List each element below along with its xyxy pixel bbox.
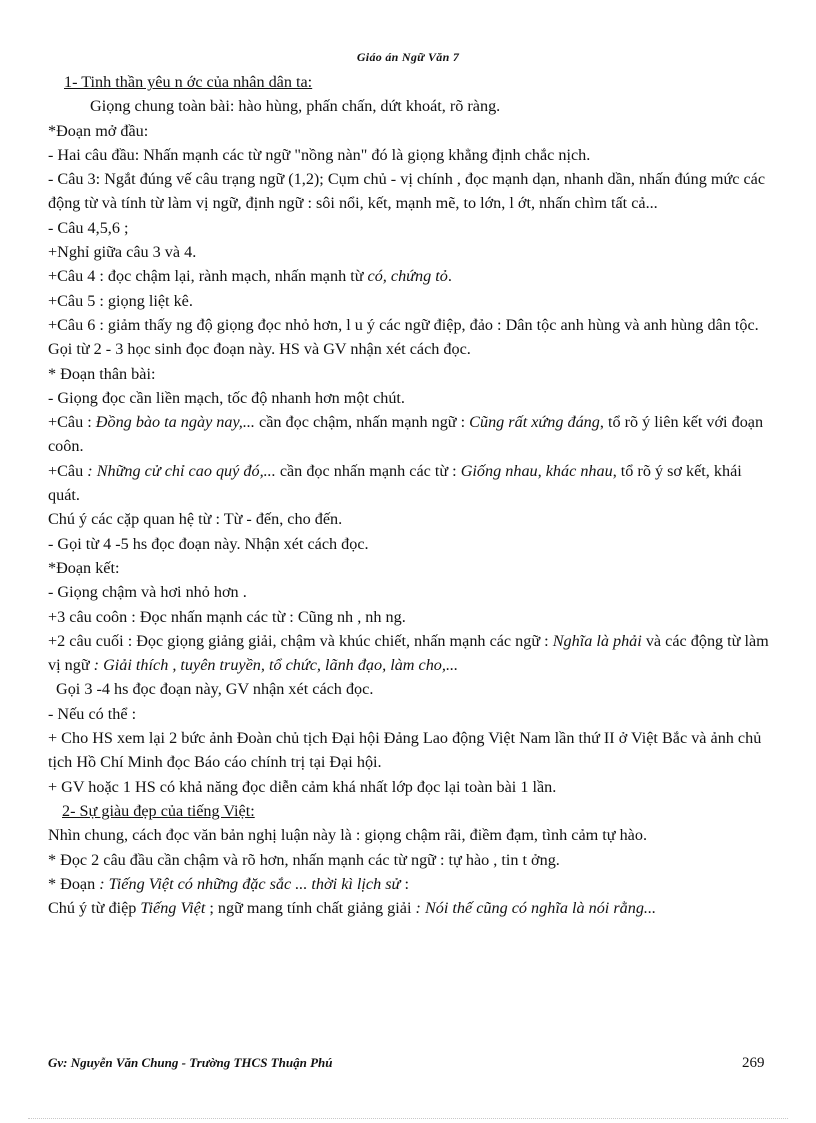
paragraph-line	[48, 775, 772, 799]
text-segment: :	[400, 874, 409, 893]
italic-text: có, chứng tỏ	[367, 267, 448, 286]
text-segment: - Câu 3: Ngắt đúng vế câu trạng ngữ (1,2); Cụm chủ - vị chính , đọc mạnh dạn, nhanh dần, nhấn đúng mức các động từ và tính từ làm vị ngữ, định ngữ : sôi nổi, kết, mạnh mẽ, to lớn, l ớt, nhấn chìm tất cả...	[48, 170, 766, 213]
section-heading-text: 2- Sự giàu đẹp của tiếng Việt:	[62, 801, 255, 820]
italic-text: : Nói thế cũng có nghĩa là nói rằng...	[415, 899, 657, 918]
text-segment: +Câu 6 : giảm thấy ng độ giọng đọc nhỏ hơn, l u ý các ngữ điệp, đảo : Dân tộc anh hùng và anh hùng dân tộc.	[48, 315, 759, 334]
text-segment: - Gọi từ 4 -5 hs đọc đoạn này. Nhận xét cách đọc.	[48, 534, 369, 553]
text-segment: +2 câu cuối : Đọc giọng giảng giải, chậm và khúc chiết, nhấn mạnh các ngữ :	[48, 631, 553, 650]
text-segment: + GV hoặc 1 HS có khả năng đọc diễn cảm khá nhất lớp đọc lại toàn bài 1 lần.	[48, 777, 557, 796]
section-heading-1	[48, 70, 772, 94]
text-segment: Giọng chung toàn bài: hào hùng, phấn chấn, dứt khoát, rõ ràng.	[90, 97, 501, 116]
text-segment: - Hai câu đầu: Nhấn mạnh các từ ngữ "nồng nàn" đó là giọng khẳng định chắc nịch.	[48, 145, 591, 164]
text-segment: +Câu 5 : giọng liệt kê.	[48, 291, 193, 310]
paragraph-line	[48, 823, 772, 847]
italic-text: Đồng bào ta ngày nay,...	[95, 413, 255, 432]
text-segment: - Giọng đọc cần liền mạch, tốc độ nhanh hơn một chút.	[48, 388, 405, 407]
paragraph-line	[48, 386, 772, 410]
paragraph-line	[48, 580, 772, 604]
text-segment: , tổ rõ ý liên kết với đoạn coôn.	[48, 413, 764, 456]
paragraph-line	[48, 410, 772, 459]
section-1-body	[48, 94, 772, 799]
text-segment: *Đoạn kết:	[48, 558, 120, 577]
paragraph-line	[48, 216, 772, 240]
footer-divider	[28, 1118, 788, 1119]
text-segment: *Đoạn mở đầu:	[48, 121, 149, 140]
section-2-body	[48, 823, 772, 920]
paragraph-line	[48, 532, 772, 556]
paragraph-line	[48, 726, 772, 775]
text-segment: , tổ rõ ý sơ kết, khái quát.	[48, 461, 742, 505]
paragraph-line	[48, 629, 772, 678]
paragraph-line	[48, 94, 772, 118]
italic-text: : Giải thích , tuyên truyền, tổ chức, lãnh đạo, làm cho,...	[93, 656, 459, 675]
text-segment: - Câu 4,5,6 ;	[48, 218, 129, 237]
text-segment: Nhìn chung, cách đọc văn bản nghị luận này là : giọng chậm rãi, điềm đạm, tình cảm tự hào.	[48, 826, 648, 845]
paragraph-line	[48, 264, 772, 288]
text-segment: và các động từ làm vị ngữ	[48, 631, 769, 675]
paragraph-line	[48, 702, 772, 726]
paragraph-line	[48, 143, 772, 167]
italic-text: Nghĩa là phải	[552, 631, 642, 650]
text-segment: * Đoạn thân bài:	[48, 364, 156, 383]
paragraph-line	[48, 507, 772, 531]
paragraph-line	[48, 119, 772, 143]
text-segment: +3 câu coôn : Đọc nhấn mạnh các từ : Cũng nh , nh ng.	[48, 607, 406, 626]
italic-text: Giống nhau, khác nhau	[460, 461, 613, 480]
document-body	[48, 70, 772, 920]
text-segment: - Giọng chậm và hơi nhỏ hơn .	[48, 583, 247, 602]
paragraph-line	[48, 337, 772, 361]
text-segment: cần đọc chậm, nhấn mạnh ngữ :	[254, 413, 470, 432]
page-header-title: Giáo án Ngữ Văn 7	[356, 50, 460, 64]
paragraph-line	[48, 605, 772, 629]
italic-text: : Những cử chỉ cao quý đó,...	[87, 461, 276, 480]
paragraph-line	[48, 556, 772, 580]
text-segment: cần đọc nhấn mạnh các từ :	[275, 461, 461, 480]
paragraph-line	[48, 459, 772, 508]
text-segment: +Câu 4 : đọc chậm lại, rành mạch, nhấn mạnh từ	[48, 267, 368, 286]
italic-text: Tiếng Việt	[140, 899, 206, 918]
section-heading-2	[48, 799, 772, 823]
text-segment: +Nghỉ giữa câu 3 và 4.	[48, 243, 197, 262]
paragraph-line	[48, 313, 772, 337]
paragraph-line	[48, 677, 772, 701]
paragraph-line	[48, 872, 772, 896]
paragraph-line	[48, 289, 772, 313]
section-heading-text: 1- Tinh thần yêu n ớc của nhân dân ta:	[64, 73, 313, 91]
text-segment: ; ngữ mang tính chất giảng giải	[205, 899, 416, 918]
text-segment: .	[447, 267, 452, 286]
text-segment: +Câu	[48, 461, 88, 480]
text-segment: Gọi 3 -4 hs đọc đoạn này, GV nhận xét cách đọc.	[56, 680, 374, 699]
footer-author: Gv: Nguyễn Văn Chung - Trường THCS Thuận Phú	[48, 1055, 333, 1070]
text-segment: +Câu :	[48, 413, 96, 432]
text-segment: + Cho HS xem lại 2 bức ảnh Đoàn chủ tịch Đại hội Đảng Lao động Việt Nam lần thứ II ở Việt Bắc và ảnh chủ tịch Hồ Chí Minh đọc Báo cáo chính trị tại Đại hội.	[48, 729, 762, 772]
text-segment: Gọi từ 2 - 3 học sinh đọc đoạn này. HS và GV nhận xét cách đọc.	[48, 340, 471, 359]
page-number: 269	[742, 1055, 765, 1071]
text-segment: - Nếu có thể :	[48, 704, 137, 723]
paragraph-line	[48, 167, 772, 216]
paragraph-line	[48, 848, 772, 872]
italic-text: : Tiếng Việt có những đặc sắc ... thời kì lịch sử	[99, 874, 401, 893]
paragraph-line	[48, 240, 772, 264]
text-segment: * Đọc 2 câu đầu cần chậm và rõ hơn, nhấn mạnh các từ ngữ : tự hào , tin t ởng.	[48, 850, 560, 869]
text-segment: Chú ý các cặp quan hệ từ : Từ - đến, cho đến.	[48, 510, 343, 529]
text-segment: * Đoạn	[48, 874, 100, 893]
paragraph-line	[48, 362, 772, 386]
text-segment: Chú ý từ điệp	[48, 899, 141, 918]
italic-text: Cũng rất xứng đáng	[469, 413, 600, 432]
paragraph-line	[48, 896, 772, 920]
